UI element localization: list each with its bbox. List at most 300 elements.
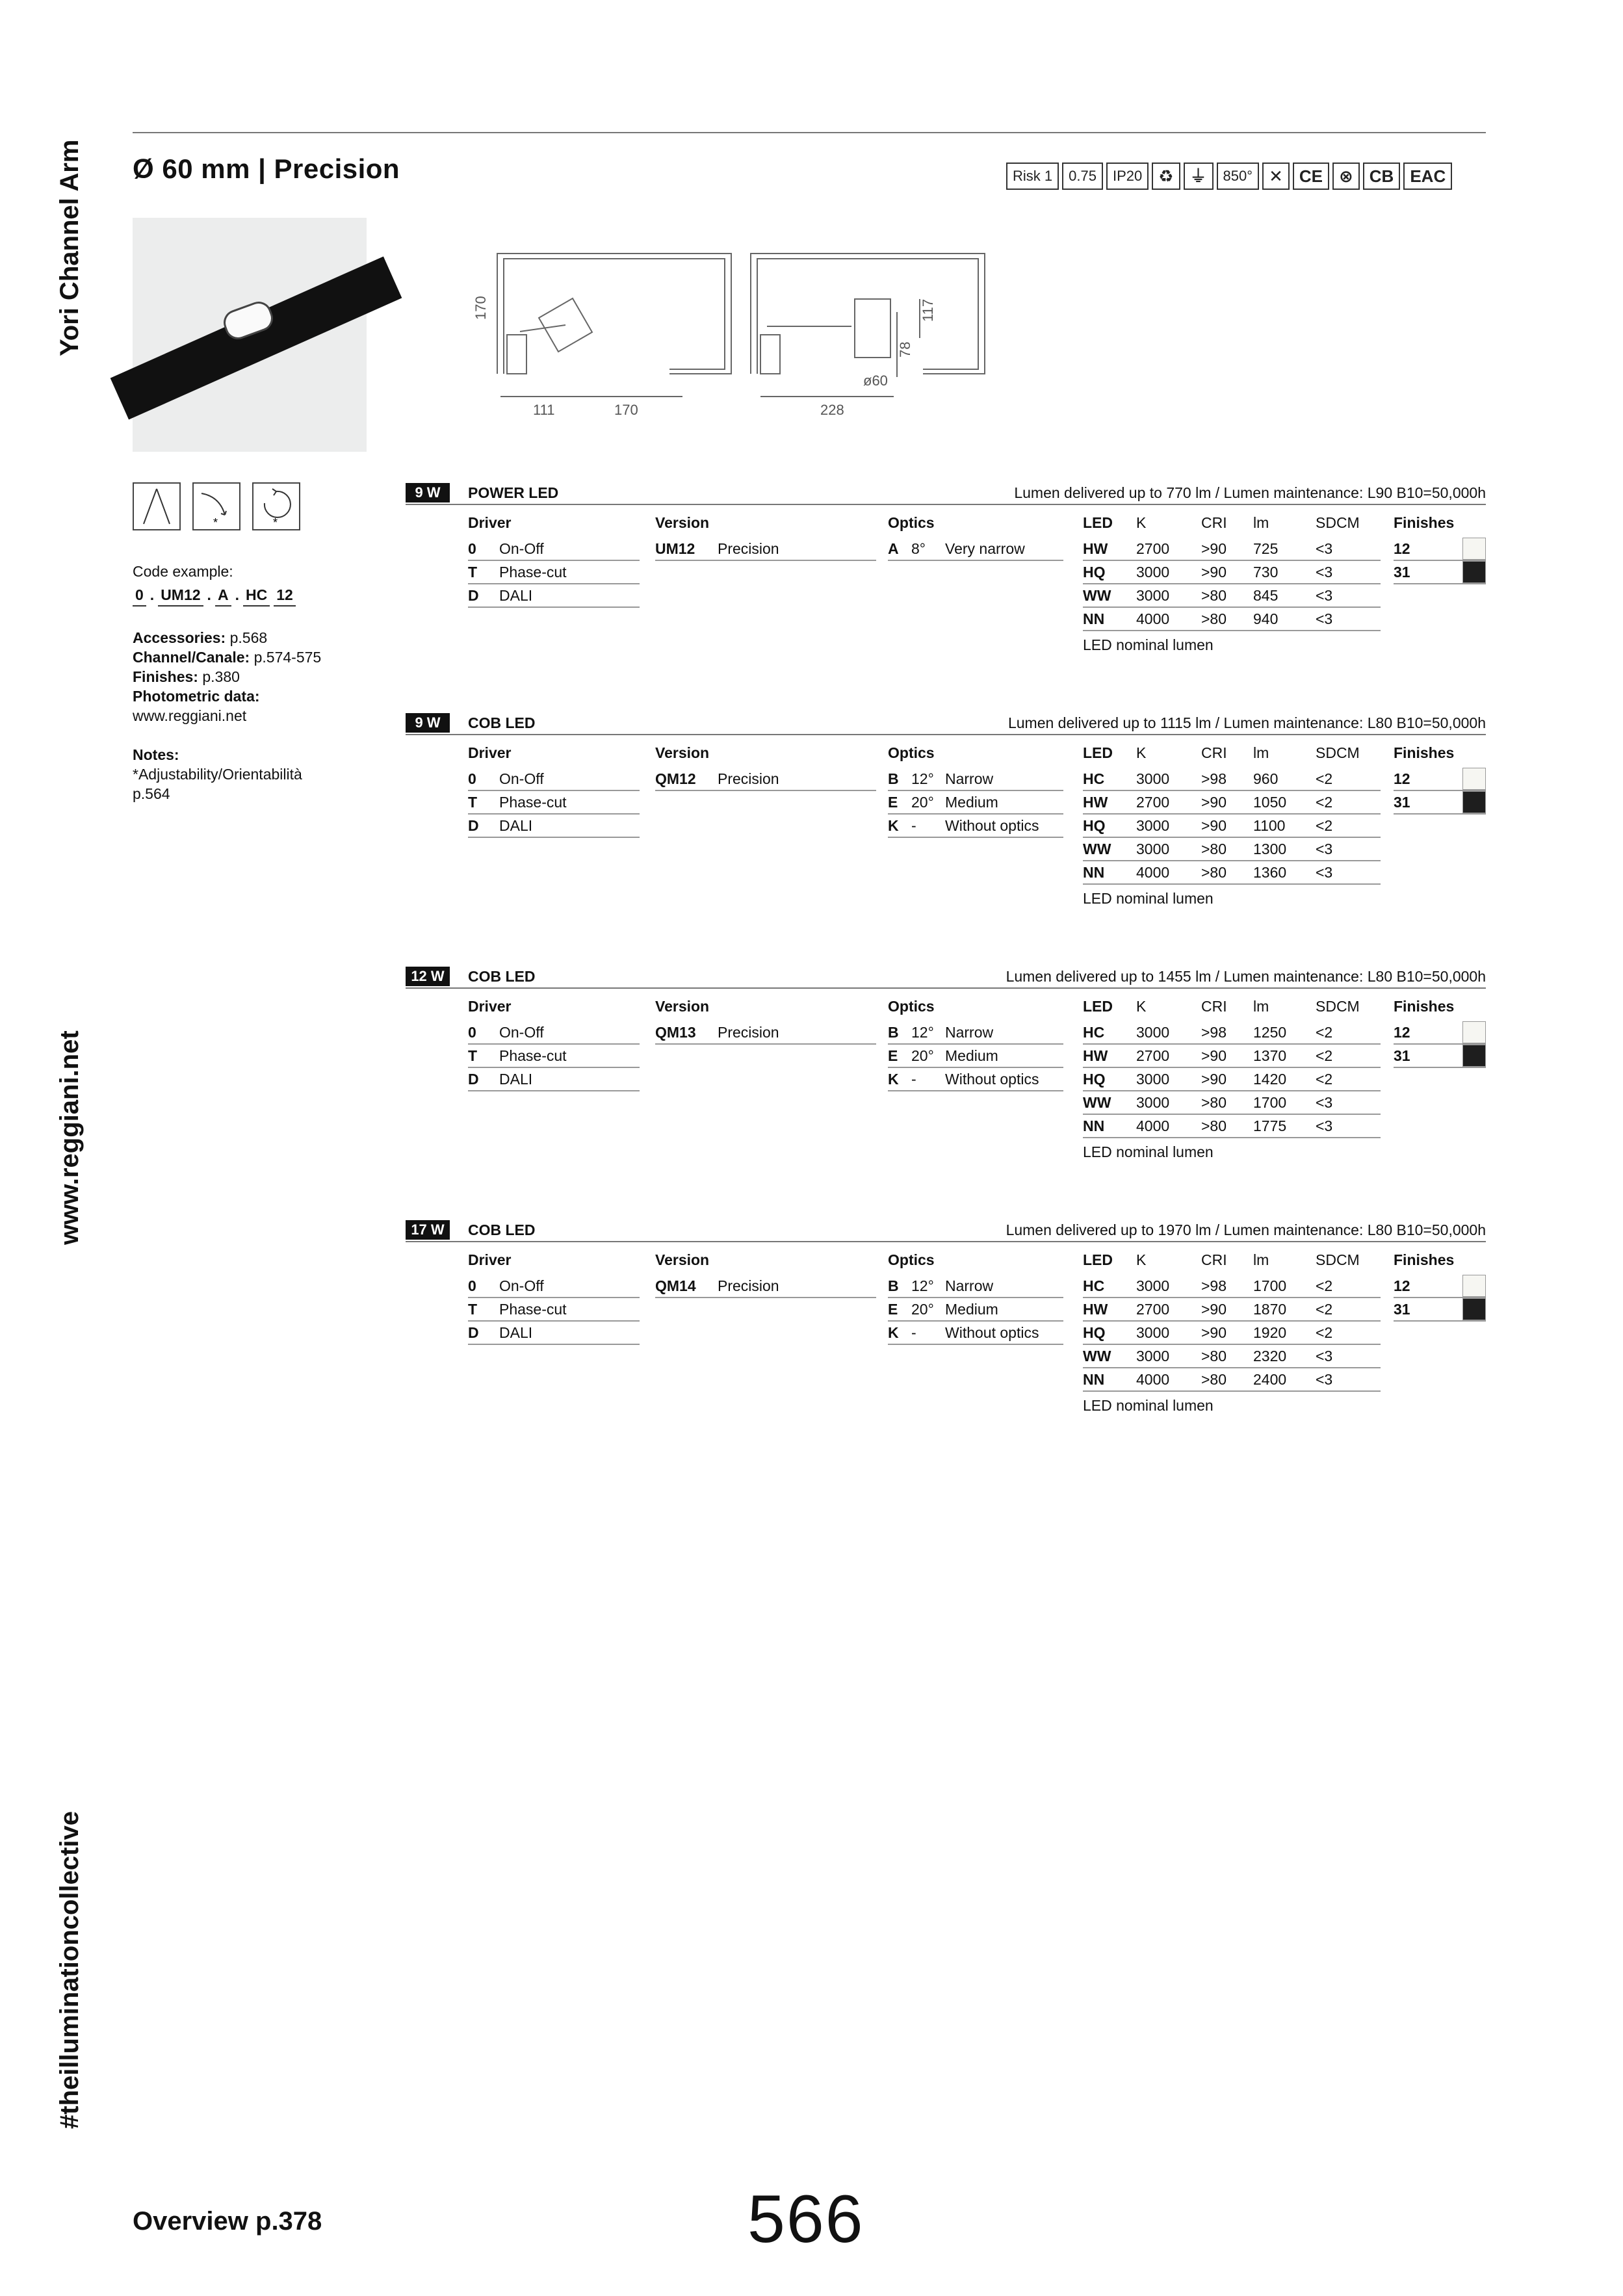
led-kelvin: 4000 xyxy=(1136,1117,1170,1134)
led-sdcm: <2 xyxy=(1316,1047,1333,1064)
version-label: Precision xyxy=(718,540,779,557)
led-lumen: 1775 xyxy=(1253,1117,1287,1134)
driver-option[interactable] xyxy=(468,1021,640,1045)
section-divider xyxy=(406,1241,1486,1242)
optics-label: Very narrow xyxy=(945,540,1025,557)
finish-option[interactable] xyxy=(1394,1045,1486,1068)
column-header-optics: Optics xyxy=(888,514,935,531)
led-lumen: 1370 xyxy=(1253,1047,1287,1064)
led-lumen: 730 xyxy=(1253,564,1279,581)
optics-code: K xyxy=(888,1071,899,1088)
overview-link[interactable]: Overview p.378 xyxy=(133,2207,322,2236)
column-header-sdcm: SDCM xyxy=(1316,998,1360,1015)
ce-mark-icon: CE xyxy=(1293,163,1329,190)
drawing-driver-left xyxy=(507,335,526,374)
section-divider xyxy=(406,987,1486,989)
led-cri: >80 xyxy=(1201,841,1227,857)
led-code: HC xyxy=(1083,770,1105,787)
finish-option[interactable] xyxy=(1394,1275,1486,1298)
code-part-version: UM12 xyxy=(158,586,203,607)
led-code: NN xyxy=(1083,864,1105,881)
optics-label: Without optics xyxy=(945,817,1039,834)
column-header-optics: Optics xyxy=(888,1251,935,1268)
track-rail-image xyxy=(110,256,402,419)
led-option[interactable] xyxy=(1083,584,1381,608)
column-header-lm: lm xyxy=(1253,744,1269,761)
ip-rating-icon: IP20 xyxy=(1106,163,1149,190)
optics-label: Without optics xyxy=(945,1071,1039,1088)
led-lumen: 1100 xyxy=(1253,817,1286,834)
column-header-driver: Driver xyxy=(468,1251,512,1268)
led-kelvin: 3000 xyxy=(1136,1348,1170,1364)
optics-option[interactable] xyxy=(888,1045,1063,1068)
optics-code: K xyxy=(888,817,899,834)
lumen-info: Lumen delivered up to 1115 lm / Lumen maintenance: L80 B10=50,000h xyxy=(1007,714,1486,731)
led-kelvin: 3000 xyxy=(1136,1324,1170,1341)
led-sdcm: <3 xyxy=(1316,1348,1333,1364)
references xyxy=(133,628,321,725)
led-type: COB LED xyxy=(468,968,536,985)
driver-code: D xyxy=(468,1324,479,1341)
optics-option[interactable] xyxy=(888,791,1063,815)
driver-option[interactable] xyxy=(468,584,640,608)
drawing-driver-right xyxy=(760,335,780,374)
notes-label: Notes: xyxy=(133,746,179,763)
finish-swatch xyxy=(1462,1298,1486,1320)
column-header-driver: Driver xyxy=(468,998,512,1015)
led-kelvin: 3000 xyxy=(1136,817,1170,834)
recycle-icon: ♻ xyxy=(1152,163,1180,190)
led-code: WW xyxy=(1083,587,1111,604)
optics-angle: 8° xyxy=(911,540,926,557)
led-option[interactable] xyxy=(1083,815,1381,838)
led-kelvin: 3000 xyxy=(1136,587,1170,604)
driver-option[interactable] xyxy=(468,1322,640,1345)
column-header-version: Version xyxy=(655,744,710,761)
version-code: QM13 xyxy=(655,1024,696,1041)
led-sdcm: <2 xyxy=(1316,1324,1333,1341)
optics-label: Without optics xyxy=(945,1324,1039,1341)
version-option[interactable] xyxy=(655,768,876,791)
led-cri: >80 xyxy=(1201,1348,1227,1364)
column-header-finishes: Finishes xyxy=(1394,1251,1455,1268)
accessories-label: Accessories: xyxy=(133,629,226,646)
led-option[interactable] xyxy=(1083,1115,1381,1138)
led-nominal-note: LED nominal lumen xyxy=(1083,1397,1214,1414)
led-kelvin: 2700 xyxy=(1136,540,1170,557)
led-kelvin: 2700 xyxy=(1136,1301,1170,1318)
led-kelvin: 2700 xyxy=(1136,1047,1170,1064)
optics-label: Medium xyxy=(945,794,998,811)
eac-mark-icon: EAC xyxy=(1403,163,1452,190)
optics-label: Narrow xyxy=(945,1024,994,1041)
led-option[interactable] xyxy=(1083,1275,1381,1298)
led-cri: >80 xyxy=(1201,1117,1227,1134)
column-header-lm: lm xyxy=(1253,514,1269,531)
dim-diameter: ø60 xyxy=(863,372,888,389)
led-lumen: 940 xyxy=(1253,610,1279,627)
led-lumen: 845 xyxy=(1253,587,1279,604)
led-kelvin: 3000 xyxy=(1136,1024,1170,1041)
optics-angle: - xyxy=(911,1324,916,1341)
led-code: HW xyxy=(1083,1301,1108,1318)
led-sdcm: <3 xyxy=(1316,1094,1333,1111)
driver-code: D xyxy=(468,587,479,604)
finish-code: 12 xyxy=(1394,770,1410,787)
column-header-k: K xyxy=(1136,514,1147,531)
lumen-info: Lumen delivered up to 1455 lm / Lumen maintenance: L80 B10=50,000h xyxy=(1006,968,1486,985)
led-option[interactable] xyxy=(1083,608,1381,631)
led-kelvin: 3000 xyxy=(1136,1094,1170,1111)
ground-icon: ⏚ xyxy=(1184,163,1214,190)
svg-text:*: * xyxy=(213,516,218,529)
driver-label: On-Off xyxy=(499,540,544,557)
notes-line-2[interactable]: p.564 xyxy=(133,785,170,802)
led-option[interactable] xyxy=(1083,1091,1381,1115)
led-lumen: 725 xyxy=(1253,540,1279,557)
finish-swatch xyxy=(1462,538,1486,560)
led-sdcm: <3 xyxy=(1316,540,1333,557)
led-option[interactable] xyxy=(1083,1068,1381,1091)
driver-label: Phase-cut xyxy=(499,794,567,811)
column-header-lm: lm xyxy=(1253,998,1269,1015)
section-divider xyxy=(406,734,1486,735)
driver-label: DALI xyxy=(499,1324,533,1341)
driver-option[interactable] xyxy=(468,1068,640,1091)
code-part-driver: 0 xyxy=(133,586,146,607)
led-kelvin: 3000 xyxy=(1136,1071,1170,1088)
led-code: HC xyxy=(1083,1277,1105,1294)
led-kelvin: 2700 xyxy=(1136,794,1170,811)
finish-option[interactable] xyxy=(1394,538,1486,561)
led-kelvin: 3000 xyxy=(1136,1277,1170,1294)
column-header-led: LED xyxy=(1083,744,1113,761)
column-header-cri: CRI xyxy=(1201,744,1227,761)
column-header-optics: Optics xyxy=(888,998,935,1015)
no-cover-icon: ✕ xyxy=(1262,163,1290,190)
column-header-version: Version xyxy=(655,1251,710,1268)
version-option[interactable] xyxy=(655,538,876,561)
led-type: COB LED xyxy=(468,1221,536,1238)
led-code: NN xyxy=(1083,610,1105,627)
optics-option[interactable] xyxy=(888,538,1063,561)
led-cri: >98 xyxy=(1201,1024,1227,1041)
finish-option[interactable] xyxy=(1394,791,1486,815)
led-code: HC xyxy=(1083,1024,1105,1041)
dim-117: 117 xyxy=(920,298,936,322)
column-header-sdcm: SDCM xyxy=(1316,744,1360,761)
led-code: NN xyxy=(1083,1371,1105,1388)
led-kelvin: 4000 xyxy=(1136,1371,1170,1388)
led-option[interactable] xyxy=(1083,791,1381,815)
led-cri: >80 xyxy=(1201,1094,1227,1111)
driver-code: D xyxy=(468,817,479,834)
column-header-cri: CRI xyxy=(1201,514,1227,531)
led-option[interactable] xyxy=(1083,1345,1381,1368)
optics-angle: - xyxy=(911,1071,916,1088)
optics-angle: - xyxy=(911,817,916,834)
optics-option[interactable] xyxy=(888,1275,1063,1298)
optics-angle: 20° xyxy=(911,1047,934,1064)
accessories-link[interactable]: p.568 xyxy=(229,629,268,646)
notes xyxy=(133,745,302,803)
spec-section xyxy=(406,483,1486,704)
column-header-led: LED xyxy=(1083,514,1113,531)
led-option[interactable] xyxy=(1083,1045,1381,1068)
led-code: HW xyxy=(1083,540,1108,557)
channel-link[interactable]: p.574-575 xyxy=(253,649,322,666)
driver-code: T xyxy=(468,1047,478,1064)
version-label: Precision xyxy=(718,1277,779,1294)
finish-option[interactable] xyxy=(1394,1021,1486,1045)
driver-label: Phase-cut xyxy=(499,564,567,581)
finish-code: 31 xyxy=(1394,794,1410,811)
led-option[interactable] xyxy=(1083,838,1381,861)
version-code: QM14 xyxy=(655,1277,696,1294)
driver-label: DALI xyxy=(499,587,533,604)
optics-option[interactable] xyxy=(888,815,1063,838)
code-part-optics: A xyxy=(215,586,231,607)
certification-icons xyxy=(1006,163,1452,192)
driver-label: DALI xyxy=(499,1071,533,1088)
led-option[interactable] xyxy=(1083,861,1381,885)
cb-mark-icon: CB xyxy=(1363,163,1401,190)
optics-label: Medium xyxy=(945,1047,998,1064)
led-sdcm: <2 xyxy=(1316,770,1333,787)
power-badge: 9 W xyxy=(406,713,450,733)
column-header-cri: CRI xyxy=(1201,1251,1227,1268)
led-cri: >90 xyxy=(1201,1301,1227,1318)
channel-label: Channel/Canale: xyxy=(133,649,250,666)
led-lumen: 2320 xyxy=(1253,1348,1287,1364)
driver-code: 0 xyxy=(468,540,476,557)
led-sdcm: <2 xyxy=(1316,1277,1333,1294)
led-cri: >90 xyxy=(1201,794,1227,811)
top-divider xyxy=(133,132,1486,133)
dim-170: 170 xyxy=(614,402,638,418)
led-kelvin: 4000 xyxy=(1136,864,1170,881)
optics-option[interactable] xyxy=(888,768,1063,791)
page-number: 566 xyxy=(747,2182,864,2257)
finish-code: 12 xyxy=(1394,1024,1410,1041)
led-code: HQ xyxy=(1083,564,1106,581)
led-lumen: 1920 xyxy=(1253,1324,1287,1341)
led-nominal-note: LED nominal lumen xyxy=(1083,1143,1214,1160)
driver-option[interactable] xyxy=(468,768,640,791)
optics-option[interactable] xyxy=(888,1021,1063,1045)
optics-angle: 20° xyxy=(911,1301,934,1318)
finish-swatch xyxy=(1462,1275,1486,1297)
led-option[interactable] xyxy=(1083,1368,1381,1392)
led-lumen: 1050 xyxy=(1253,794,1287,811)
led-option[interactable] xyxy=(1083,1322,1381,1345)
product-photo xyxy=(133,218,367,452)
led-sdcm: <2 xyxy=(1316,817,1333,834)
led-cri: >80 xyxy=(1201,864,1227,881)
led-lumen: 1300 xyxy=(1253,841,1287,857)
dim-111: 111 xyxy=(533,402,555,418)
led-cri: >90 xyxy=(1201,564,1227,581)
led-option[interactable] xyxy=(1083,768,1381,791)
optics-code: B xyxy=(888,770,899,787)
driver-code: T xyxy=(468,794,478,811)
code-example xyxy=(133,586,296,607)
optics-code: E xyxy=(888,1047,898,1064)
column-header-k: K xyxy=(1136,998,1147,1015)
optics-code: A xyxy=(888,540,899,557)
led-option[interactable] xyxy=(1083,1298,1381,1322)
lumen-info: Lumen delivered up to 770 lm / Lumen maintenance: L90 B10=50,000h xyxy=(1014,484,1486,501)
finish-option[interactable] xyxy=(1394,561,1486,584)
column-header-k: K xyxy=(1136,744,1147,761)
photometric-link[interactable]: www.reggiani.net xyxy=(133,707,247,724)
led-lumen: 1250 xyxy=(1253,1024,1287,1041)
led-cri: >98 xyxy=(1201,770,1227,787)
led-sdcm: <3 xyxy=(1316,864,1333,881)
led-sdcm: <3 xyxy=(1316,587,1333,604)
rotation-icon xyxy=(252,482,300,530)
driver-label: DALI xyxy=(499,817,533,834)
led-option[interactable] xyxy=(1083,538,1381,561)
optics-option[interactable] xyxy=(888,1298,1063,1322)
optics-label: Narrow xyxy=(945,770,994,787)
finish-code: 12 xyxy=(1394,540,1410,557)
dim-height-left: 170 xyxy=(473,296,489,320)
code-part-finish: 12 xyxy=(274,586,296,607)
column-header-finishes: Finishes xyxy=(1394,744,1455,761)
technical-drawing xyxy=(474,247,1007,423)
feature-icons xyxy=(133,482,300,530)
beam-angle-icon xyxy=(133,482,181,530)
led-sdcm: <3 xyxy=(1316,564,1333,581)
led-lumen: 1870 xyxy=(1253,1301,1287,1318)
led-type: COB LED xyxy=(468,714,536,731)
finish-option[interactable] xyxy=(1394,768,1486,791)
optics-code: E xyxy=(888,1301,898,1318)
tilt-icon xyxy=(192,482,240,530)
optics-angle: 12° xyxy=(911,770,934,787)
spec-section xyxy=(406,1220,1486,1441)
optics-option[interactable] xyxy=(888,1068,1063,1091)
driver-label: On-Off xyxy=(499,1277,544,1294)
led-sdcm: <3 xyxy=(1316,610,1333,627)
column-header-driver: Driver xyxy=(468,744,512,761)
driver-option[interactable] xyxy=(468,791,640,815)
driver-code: T xyxy=(468,1301,478,1318)
driver-option[interactable] xyxy=(468,1275,640,1298)
spec-section xyxy=(406,713,1486,934)
finish-code: 31 xyxy=(1394,564,1410,581)
led-cri: >80 xyxy=(1201,1371,1227,1388)
led-sdcm: <2 xyxy=(1316,1071,1333,1088)
led-cri: >90 xyxy=(1201,1071,1227,1088)
optics-code: K xyxy=(888,1324,899,1341)
code-separator: . xyxy=(149,586,155,603)
finish-swatch xyxy=(1462,561,1486,583)
driver-option[interactable] xyxy=(468,1298,640,1322)
led-code: HQ xyxy=(1083,817,1106,834)
driver-label: Phase-cut xyxy=(499,1047,567,1064)
version-option[interactable] xyxy=(655,1275,876,1298)
photometric-label: Photometric data: xyxy=(133,688,260,705)
svg-text:*: * xyxy=(273,516,278,529)
driver-code: 0 xyxy=(468,1277,476,1294)
led-lumen: 1700 xyxy=(1253,1277,1287,1294)
power-badge: 9 W xyxy=(406,483,450,502)
led-cri: >90 xyxy=(1201,1047,1227,1064)
column-header-lm: lm xyxy=(1253,1251,1269,1268)
led-option[interactable] xyxy=(1083,561,1381,584)
version-option[interactable] xyxy=(655,1021,876,1045)
finish-option[interactable] xyxy=(1394,1298,1486,1322)
led-cri: >80 xyxy=(1201,587,1227,604)
led-code: HQ xyxy=(1083,1324,1106,1341)
column-header-led: LED xyxy=(1083,998,1113,1015)
optics-label: Narrow xyxy=(945,1277,994,1294)
finish-swatch xyxy=(1462,1021,1486,1043)
led-option[interactable] xyxy=(1083,1021,1381,1045)
led-sdcm: <2 xyxy=(1316,1301,1333,1318)
optics-angle: 12° xyxy=(911,1024,934,1041)
power-badge: 17 W xyxy=(406,1220,450,1240)
led-cri: >90 xyxy=(1201,817,1227,834)
version-code: UM12 xyxy=(655,540,695,557)
optics-label: Medium xyxy=(945,1301,998,1318)
led-sdcm: <3 xyxy=(1316,1371,1333,1388)
finishes-link[interactable]: p.380 xyxy=(202,668,240,685)
column-header-finishes: Finishes xyxy=(1394,998,1455,1015)
column-header-optics: Optics xyxy=(888,744,935,761)
optics-angle: 12° xyxy=(911,1277,934,1294)
finish-swatch xyxy=(1462,791,1486,813)
glow-wire-icon: 850° xyxy=(1217,163,1260,190)
driver-option[interactable] xyxy=(468,538,640,561)
driver-option[interactable] xyxy=(468,561,640,584)
led-code: HW xyxy=(1083,1047,1108,1064)
led-cri: >80 xyxy=(1201,610,1227,627)
driver-option[interactable] xyxy=(468,815,640,838)
finish-code: 12 xyxy=(1394,1277,1410,1294)
driver-code: 0 xyxy=(468,1024,476,1041)
optics-option[interactable] xyxy=(888,1322,1063,1345)
led-nominal-note: LED nominal lumen xyxy=(1083,636,1214,653)
led-sdcm: <3 xyxy=(1316,841,1333,857)
column-header-sdcm: SDCM xyxy=(1316,514,1360,531)
led-kelvin: 3000 xyxy=(1136,770,1170,787)
finish-code: 31 xyxy=(1394,1301,1410,1318)
led-lumen: 1360 xyxy=(1253,864,1287,881)
version-code: QM12 xyxy=(655,770,696,787)
column-header-version: Version xyxy=(655,998,710,1015)
optics-angle: 20° xyxy=(911,794,934,811)
spec-section xyxy=(406,967,1486,1188)
led-kelvin: 4000 xyxy=(1136,610,1170,627)
led-lumen: 1420 xyxy=(1253,1071,1287,1088)
driver-option[interactable] xyxy=(468,1045,640,1068)
led-code: HW xyxy=(1083,794,1108,811)
lumen-info: Lumen delivered up to 1970 lm / Lumen maintenance: L80 B10=50,000h xyxy=(1006,1221,1486,1238)
led-lumen: 2400 xyxy=(1253,1371,1287,1388)
finish-code: 31 xyxy=(1394,1047,1410,1064)
led-sdcm: <2 xyxy=(1316,794,1333,811)
finishes-label: Finishes: xyxy=(133,668,198,685)
finish-swatch xyxy=(1462,1045,1486,1067)
column-header-cri: CRI xyxy=(1201,998,1227,1015)
led-kelvin: 3000 xyxy=(1136,564,1170,581)
version-label: Precision xyxy=(718,770,779,787)
led-sdcm: <2 xyxy=(1316,1024,1333,1041)
wire-size-icon: 0.75 xyxy=(1062,163,1103,190)
